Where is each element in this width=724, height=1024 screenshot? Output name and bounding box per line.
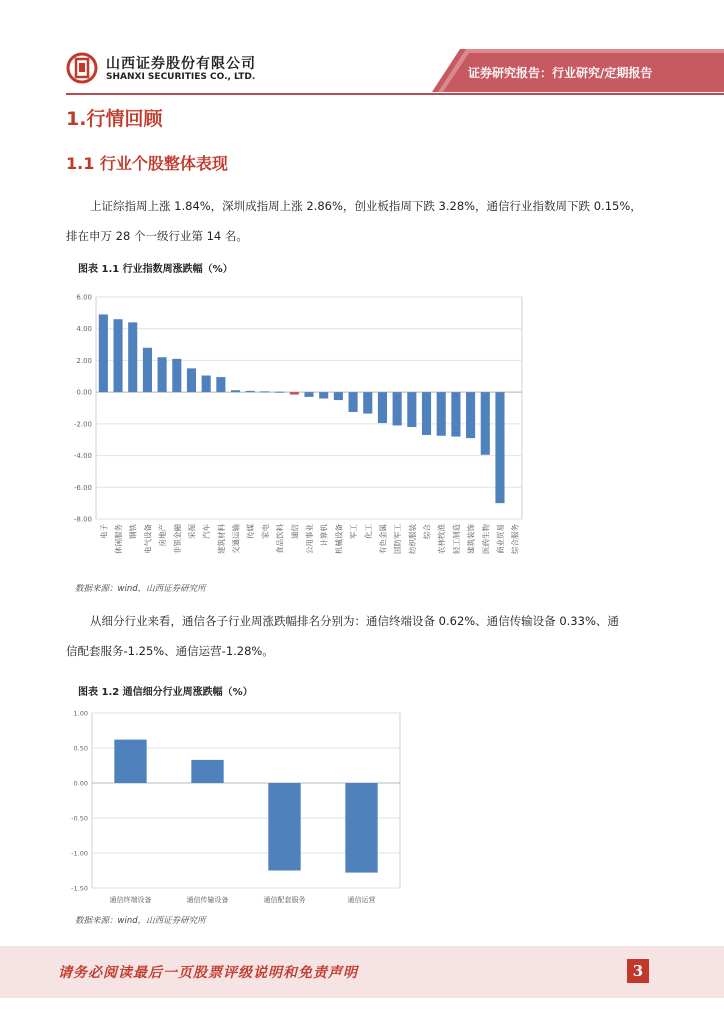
bar [334, 392, 343, 400]
x-tick-label: 医药生物 [481, 524, 491, 554]
page-number: 3 [627, 959, 649, 983]
bar [319, 392, 328, 398]
y-tick-label: -2.00 [73, 420, 92, 429]
x-tick-label: 通信 [290, 524, 300, 539]
paragraph-line: 排在申万 28 个一级行业第 14 名。 [66, 229, 248, 243]
bar [187, 368, 196, 392]
industry-index-bar-chart [60, 288, 530, 578]
bar [143, 348, 152, 392]
bar [378, 392, 387, 423]
bar [260, 391, 269, 392]
bar [114, 740, 146, 783]
page-header [0, 0, 724, 100]
x-tick-label: 建筑装饰 [466, 524, 476, 554]
bar [191, 760, 223, 783]
bar [113, 319, 122, 392]
x-tick-label: 采掘 [187, 524, 197, 539]
y-tick-label: 1.00 [73, 709, 88, 718]
telecom-subindustry-bar-chart [60, 703, 410, 911]
x-tick-label: 化工 [363, 524, 373, 539]
section-heading: 1.行情回顾 [66, 108, 163, 130]
y-tick-label: 2.00 [76, 356, 92, 365]
figure-caption: 图表 1.2 通信细分行业周涨跌幅（%） [78, 687, 253, 698]
bar [172, 359, 181, 392]
y-tick-label: -1.50 [71, 884, 88, 893]
bar [304, 392, 313, 397]
x-tick-label: 传媒 [246, 524, 256, 539]
report-type-label: 证券研究报告：行业研究/定期报告 [468, 66, 653, 80]
paragraph-line: 从细分行业来看，通信各子行业周涨跌幅排名分别为：通信终端设备 0.62%、通信传输设备 0.33%、通 [90, 614, 619, 628]
bar [275, 392, 284, 393]
y-tick-label: -4.00 [73, 452, 92, 461]
x-tick-label: 计算机 [319, 524, 329, 547]
x-tick-label: 纺织服装 [407, 524, 417, 554]
y-tick-label: -0.50 [71, 814, 88, 823]
x-tick-label: 轻工制造 [451, 524, 461, 554]
x-tick-label: 综合 [422, 524, 432, 539]
x-tick-label: 机械设备 [334, 524, 344, 554]
x-tick-label: 钢铁 [128, 524, 138, 539]
bar [158, 357, 167, 392]
bar [349, 392, 358, 412]
bar [246, 391, 255, 392]
bar [422, 392, 431, 435]
company-name-en: SHANXI SECURITIES CO., LTD. [106, 72, 256, 82]
y-tick-label: 6.00 [76, 293, 92, 302]
y-tick-label: 0.00 [76, 388, 92, 397]
bar [99, 314, 108, 392]
x-tick-label: 通信终端设备 [109, 896, 152, 904]
paragraph-line: 信配套服务-1.25%、通信运营-1.28%。 [66, 644, 274, 658]
x-tick-label: 休闲服务 [114, 524, 124, 554]
x-tick-label: 通信运营 [347, 896, 376, 904]
bar [466, 392, 475, 438]
y-tick-label: 0.50 [73, 744, 88, 753]
x-tick-label: 通信传输设备 [186, 896, 229, 904]
company-logo-icon [66, 52, 98, 84]
x-tick-label: 农林牧渔 [437, 524, 447, 554]
header-divider [66, 93, 724, 95]
bar [216, 377, 225, 392]
bar [231, 390, 240, 392]
y-tick-label: -8.00 [73, 515, 92, 524]
x-tick-label: 军工 [349, 524, 359, 539]
x-tick-label: 汽车 [202, 524, 212, 539]
bar [363, 392, 372, 413]
figure-caption: 图表 1.1 行业指数周涨跌幅（%） [78, 264, 233, 275]
bar [290, 392, 299, 394]
figure-source: 数据来源：wind，山西证券研究所 [75, 584, 206, 594]
x-tick-label: 建筑材料 [216, 524, 226, 554]
bar [407, 392, 416, 427]
x-tick-label: 电子 [99, 524, 109, 539]
x-tick-label: 非银金融 [172, 524, 182, 554]
x-tick-label: 国防军工 [393, 524, 403, 554]
x-tick-label: 房地产 [158, 524, 168, 547]
x-tick-label: 家电 [260, 524, 270, 539]
company-name-cn: 山西证券股份有限公司 [106, 56, 256, 72]
paragraph-line: 上证综指周上涨 1.84%，深圳成指周上涨 2.86%，创业板指周下跌 3.28%，通信行业指数周下跌 0.15%， [90, 199, 642, 213]
x-tick-label: 公用事业 [305, 524, 314, 554]
x-tick-label: 食品饮料 [275, 524, 285, 554]
bar [202, 375, 211, 392]
x-tick-label: 通信配套服务 [263, 896, 306, 904]
figure-source: 数据来源：wind，山西证券研究所 [75, 916, 206, 926]
x-tick-label: 有色金属 [378, 524, 388, 554]
bar [128, 322, 137, 392]
disclaimer-notice: 请务必阅读最后一页股票评级说明和免责声明 [58, 965, 358, 981]
y-tick-label: 4.00 [76, 325, 92, 334]
bar [393, 392, 402, 425]
bar [437, 392, 446, 436]
y-tick-label: -6.00 [73, 483, 92, 492]
x-tick-label: 电气设备 [143, 524, 153, 554]
y-tick-label: -1.00 [71, 849, 88, 858]
x-tick-label: 综合服务 [510, 524, 520, 554]
x-tick-label: 交通运输 [231, 524, 241, 554]
bar [345, 783, 377, 873]
bar [481, 392, 490, 455]
y-tick-label: 0.00 [73, 779, 88, 788]
bar [495, 392, 504, 503]
bar [268, 783, 300, 871]
bar [451, 392, 460, 436]
subsection-heading: 1.1 行业个股整体表现 [66, 154, 228, 173]
x-tick-label: 商业贸易 [495, 524, 505, 554]
